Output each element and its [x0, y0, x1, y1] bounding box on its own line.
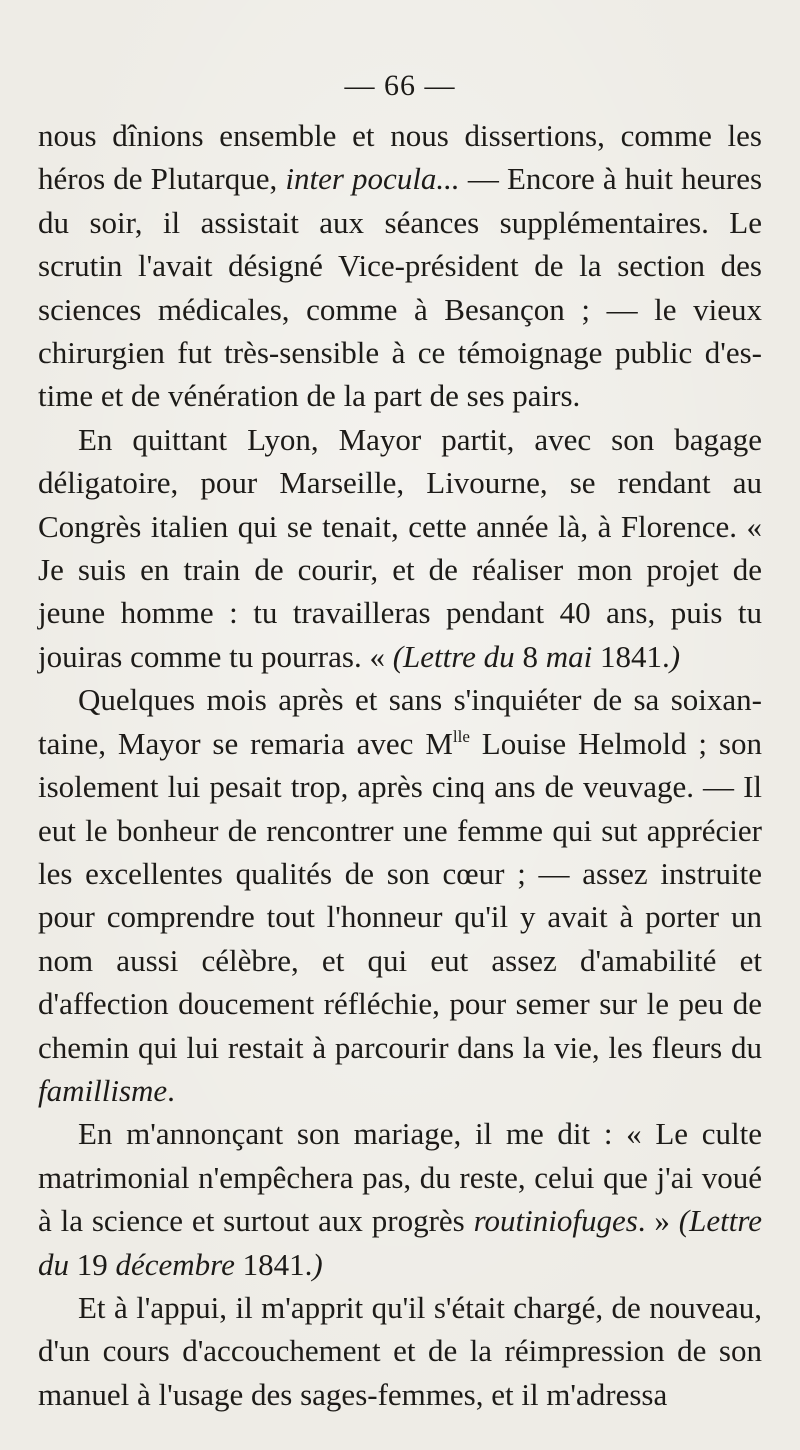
superscript-run: lle	[452, 726, 470, 746]
text-run: . »	[637, 1203, 679, 1239]
italic-run: famillisme	[38, 1072, 168, 1108]
text-run: 8	[522, 638, 546, 674]
italic-run: (Lettre du	[38, 1203, 763, 1282]
italic-run: décembre	[115, 1246, 235, 1282]
italic-run: )	[669, 638, 681, 674]
text-run: — Encore à huit heures du soir, il assistait aux séances supplémentaires. Le scrutin l'avait désigné Vice-président de la section des sciences médicales, comme à Besançon ; — le vieux chirurgien fut très-sensible à ce témoignage public d'estime et de vénération de la part de ses pairs.	[38, 161, 763, 414]
text-run: nous dînions ensemble et nous dissertions, comme les héros de Plutarque,	[38, 118, 762, 197]
text-run: Et à l'appui, il m'apprit qu'il s'était chargé, de nouveau, d'un cours d'accouchement et de la réimpression de son manuel à l'usage des sages-femmes, et il m'adressa	[38, 1289, 762, 1412]
italic-run: mai	[545, 638, 593, 674]
text-run: 1841.	[234, 1246, 313, 1282]
italic-run: routiniofuges	[473, 1203, 638, 1239]
text-run: En quittant Lyon, Mayor partit, avec son bagage déligatoire, pour Marseille, Livourne, se rendant au Congrès italien qui se tenait, cette année là, à Florence. « Je suis en train de courir, et de réaliser mon projet de jeune homme : tu travailleras pendant 40 ans, puis tu jouiras comme tu pourras. «	[38, 421, 762, 674]
body-text	[38, 114, 762, 1416]
paragraph	[38, 1286, 762, 1416]
text-run: 19	[76, 1246, 116, 1282]
paragraph	[38, 418, 762, 678]
paragraph	[38, 114, 762, 418]
text-run: Quelques mois après et sans s'inquiéter de sa soixantaine, Mayor se remaria avec M	[38, 682, 762, 761]
italic-run: inter pocula...	[285, 161, 460, 197]
italic-run: (Lettre du	[392, 638, 523, 674]
paragraph	[38, 1112, 762, 1286]
paragraph	[38, 678, 762, 1112]
text-run: En m'annonçant son mariage, il me dit : « Le culte matrimonial n'empêchera pas, du reste, celui que j'ai voué à la science et surtout aux progrès	[38, 1116, 762, 1239]
text-run: Louise Helmold ; son isolement lui pesait trop, après cinq ans de veuvage. — Il eut le bonheur de rencontrer une femme qui sut apprécier les excellentes qualités de son cœur ; — assez instruite pour comprendre tout l'honneur qu'il y avait à porter un nom aussi célèbre, et qui eut assez d'amabilité et d'affection doucement réfléchie, pour semer sur le peu de chemin qui lui restait à parcourir dans la vie, les fleurs du	[38, 725, 762, 1065]
italic-run: )	[312, 1246, 323, 1282]
text-run: .	[167, 1072, 175, 1108]
text-run: 1841.	[592, 638, 670, 674]
page-number: — 66 —	[344, 69, 456, 102]
